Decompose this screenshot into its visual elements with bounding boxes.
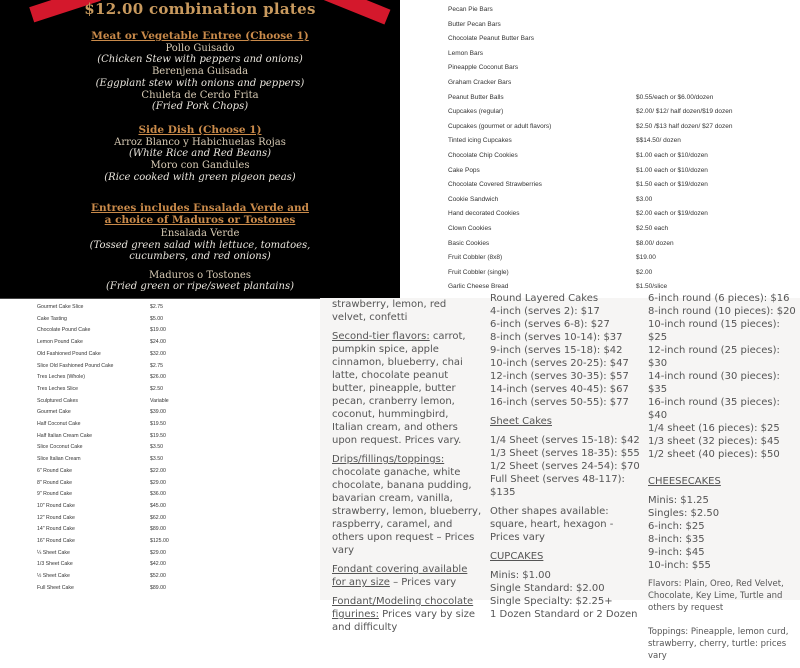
item-name: Hand decorated Cookies [448,210,520,218]
item-price: $89.00 [150,526,166,533]
cake-flavors-panel [320,293,800,661]
cheesecake-flavors: Flavors: Plain, Oreo, Red Velvet, Chocolate, Key Lime, Turtle and others by request [648,579,784,613]
cake-row [37,538,317,544]
label: Drips/fillings/toppings: [332,454,445,465]
flavors-column [332,298,482,640]
side-section [0,125,400,184]
item-name: Garlic Cheese Bread [448,283,509,291]
item-name: Fruit Cobbler (single) [448,268,509,276]
side-name: Arroz Blanco y Habichuelas Rojas [114,136,286,148]
entree-desc: (Chicken Stew with peppers and onions) [97,54,303,66]
item-price: $125.00 [150,538,169,544]
item-price: $1.00 each or $10/dozen [636,166,708,174]
cake-row [37,585,317,591]
dessert-row [448,167,788,177]
piece-price: 1/4 sheet (16 pieces): $25 [648,423,780,434]
item-price: $2.50 /$13 half dozen/ $27 dozen [636,122,733,130]
item-name: 6" Round Cake [37,467,73,474]
label: Fondant/Modeling chocolate figurines: [332,596,474,620]
item-name: Sculptured Cakes [37,397,78,404]
cake-row [37,398,317,404]
item-price: $62.00 [150,514,166,521]
item-name: Butter Pecan Bars [448,20,501,28]
item-name: Lemon Pound Cake [37,339,83,346]
entree-desc: (Eggplant stew with onions and peppers) [95,77,305,89]
cake-row [37,316,317,322]
piece-price: 12-inch round (25 pieces): $30 [648,345,780,369]
dessert-row [448,108,788,118]
item-price: $24.00 [150,339,166,346]
cake-row [37,491,317,497]
item-name: ½ Sheet Cake [37,573,70,580]
dessert-row [448,181,788,191]
label: Second-tier flavors: [332,331,430,342]
item-price: $0.55/each or $6.00/dozen [636,93,714,101]
item-name: Old Fashioned Pound Cake [37,350,101,357]
side-desc: (Rice cooked with green pigeon peas) [104,171,296,183]
cake-row [37,561,317,567]
dessert-row [448,50,788,60]
fondant-covering [332,563,482,589]
item-name: Chocolate Chip Cookies [448,152,518,159]
cake-row [37,480,317,486]
entree-name: Berenjena Guisada [151,66,249,78]
plantain-desc: (Fried green or ripe/sweet plantains) [106,281,294,292]
cake-row [37,421,317,427]
cheesecake-price: 10-inch: $55 [648,560,711,571]
text: Prices vary by size and difficulty [332,609,476,633]
sheet-cake-price: 1/2 Sheet (serves 24-54): $70 [490,461,640,472]
cheesecake-price: Singles: $2.50 [648,508,720,519]
item-price: $45.00 [150,502,166,509]
item-price: $3.00 [636,195,653,203]
entree-name: Pollo Guisado [165,42,235,54]
side-heading: Side Dish (Choose 1) [138,124,262,136]
cupcake-price: Minis: $1.00 [490,570,551,581]
second-tier-flavors [332,330,482,447]
cake-row [37,526,317,532]
layered-cakes-column [490,292,645,621]
round-cake-price: 4-inch (serves 2): $17 [490,306,600,317]
round-cake-price: 16-inch (serves 50-55): $77 [490,397,629,408]
piece-price: 1/2 sheet (40 pieces): $50 [648,449,780,460]
item-price: $$14.50/ dozen [636,137,681,145]
dessert-row [448,35,788,45]
dessert-row [448,123,788,133]
cake-row [37,433,317,439]
round-cake-price: 10-inch (serves 20-25): $47 [490,358,629,369]
item-name: Peanut Butter Balls [448,93,504,101]
item-price: $42.00 [150,561,166,568]
sheet-cake-price: Full Sheet (serves 48-117): $135 [490,474,625,498]
cheesecake-toppings: Toppings: Pineapple, lemon curd, strawberry, cherry, turtle: prices vary [648,627,789,661]
combination-plates-menu [0,0,400,298]
item-name: Tres Leches (Whole) [37,374,85,381]
text: – Prices vary [389,577,457,588]
item-price: $52.00 [150,573,166,580]
includes-section [0,203,400,293]
other-shapes: Other shapes available: square, heart, hexagon - Prices vary [490,506,614,543]
dessert-price-list [400,0,800,298]
item-price: $29.00 [150,479,166,486]
cheesecake-price: Minis: $1.25 [648,495,709,506]
round-cake-price: 9-inch (serves 15-18): $42 [490,345,623,356]
item-price: $2.00/ $12/ half dozen/$19 dozen [636,108,733,116]
dessert-row [448,225,788,235]
item-name: Pineapple Coconut Bars [448,64,519,72]
cake-row [37,515,317,521]
dessert-row [448,240,788,250]
cheesecake-price: 9-inch: $45 [648,547,705,558]
side-name: Moro con Gandules [150,160,250,172]
cheesecakes-heading: CHEESECAKES [648,476,721,487]
item-name: Cupcakes (gourmet or adult flavors) [448,122,552,130]
salad-desc: cucumbers, and red onions) [129,251,271,262]
item-price: $32.00 [150,350,166,357]
dessert-row [448,269,788,279]
item-price: $2.75 [150,362,163,369]
plantain-name: Maduros o Tostones [149,269,251,281]
entree-name: Chuleta de Cerdo Frita [141,89,259,101]
item-name: ¼ Sheet Cake [37,549,70,556]
item-name: 10" Round Cake [37,502,75,509]
round-cake-price: 8-inch (serves 10-14): $37 [490,332,623,343]
cake-row [37,351,317,357]
item-name: 1/3 Sheet Cake [37,561,73,568]
item-name: Cake Tasting [37,315,67,322]
item-price: $1.50 each or $19/dozen [636,181,708,189]
item-name: Tinted icing Cupcakes [448,137,512,145]
cake-row [37,339,317,345]
item-name: Cookie Sandwich [448,195,499,203]
cupcakes-heading: CUPCAKES [490,551,544,562]
piece-price: 16-inch round (35 pieces): $40 [648,397,780,421]
item-price: $22.00 [150,467,166,474]
round-cake-price: 12-inch (serves 30-35): $57 [490,371,629,382]
label: Fondant covering available for any size [332,564,468,588]
piece-price: 8-inch round (10 pieces): $20 [648,306,796,317]
item-price: $5.00 [150,315,163,322]
item-price: $2.50 each [636,225,669,232]
item-name: Half Coconut Cake [37,421,81,427]
sheet-cakes-heading: Sheet Cakes [490,416,552,427]
item-name: Slice Coconut Cake [37,444,83,451]
dessert-row [448,254,788,264]
item-price: $8.00/ dozen [636,239,674,247]
cake-price-list [0,298,320,600]
cake-row [37,363,317,369]
item-price: $19.50 [150,432,166,439]
item-name: 9" Round Cake [37,491,73,498]
piece-price: 10-inch round (15 pieces): $25 [648,319,780,343]
sheet-cake-price: 1/3 Sheet (serves 18-35): $55 [490,448,640,459]
round-cake-price: 14-inch (serves 40-45): $67 [490,384,629,395]
cake-row [37,550,317,556]
piece-price: 1/3 sheet (32 pieces): $45 [648,436,780,447]
dessert-row [448,94,788,104]
dessert-row [448,64,788,74]
item-name: Tres Leches Slice [37,385,79,392]
cake-row [37,304,317,310]
item-name: Chocolate Covered Strawberries [448,181,542,189]
entree-desc: (Fried Pork Chops) [151,101,249,113]
item-price: $2.75 [150,304,163,310]
cupcake-price: Single Standard: $2.00 [490,583,605,594]
cake-row [37,444,317,450]
item-name: 16" Round Cake [37,538,75,544]
item-price: $36.00 [150,491,166,498]
item-price: $1.50/slice [636,283,668,291]
first-tier-flavors: strawberry, lemon, red velvet, confetti [332,299,447,323]
item-price: $3.50 [150,456,163,463]
item-price: $3.50 [150,444,163,451]
cake-row [37,374,317,380]
cake-row [37,409,317,415]
item-name: Gourmet Cake [37,409,71,416]
item-name: Graham Cracker Bars [448,79,512,86]
sheet-cake-price: 1/4 Sheet (serves 15-18): $42 [490,435,640,446]
salad-desc: (Tossed green salad with lettuce, tomatoes, [89,239,311,251]
side-desc: (White Rice and Red Beans) [128,148,272,160]
item-name: Half Italian Cream Cake [37,432,93,439]
dessert-row [448,137,788,147]
item-price: Variable [150,397,169,404]
dessert-row [448,196,788,206]
salad-name: Ensalada Verde [160,228,240,239]
item-name: Slice Italian Cream [37,456,81,463]
round-cake-price: 6-inch (serves 6-8): $27 [490,319,610,330]
cupcake-price: 1 Dozen Standard or 2 Dozen [490,609,638,620]
item-price: $19.00 [636,254,656,262]
item-name: Chocolate Peanut Butter Bars [448,35,534,43]
cake-row [37,468,317,474]
cheesecake-price: 8-inch: $35 [648,534,705,545]
cake-row [37,327,317,333]
dessert-row [448,6,788,16]
menu-title: $12.00 combination plates [84,0,316,18]
item-name: Clown Cookies [448,225,492,232]
cupcake-price: Single Specialty: $2.25+ [490,596,613,607]
item-price: $2.00 [636,268,653,276]
cheesecake-column [648,292,798,668]
item-price: $19.50 [150,421,166,427]
item-name: Basic Cookies [448,239,490,247]
drips-fillings [332,453,482,557]
piece-price: 6-inch round (6 pieces): $16 [648,293,790,304]
item-name: Pecan Pie Bars [448,6,493,13]
text: chocolate ganache, white chocolate, banana pudding, bavarian cream, vanilla, strawberry, lemon, blueberry, raspberry, caramel, and others upon request – Prices vary [332,467,482,556]
item-name: Fruit Cobbler (8x8) [448,254,503,262]
item-name: 12" Round Cake [37,514,75,521]
item-price: $2.00 each or $19/dozen [636,210,708,218]
piece-price: 14-inch round (30 pieces): $35 [648,371,780,395]
entree-heading: Meat or Vegetable Entree (Choose 1) [91,30,309,42]
item-price: $2.50 [150,385,163,392]
dessert-row [448,21,788,31]
dessert-row [448,152,788,162]
item-name: Slice Old Fashioned Pound Cake [37,362,114,369]
figurines [332,595,482,634]
item-price: $89.00 [150,584,166,591]
item-name: Lemon Bars [448,49,484,57]
item-price: $29.00 [150,549,166,556]
item-name: Full Sheet Cake [37,584,74,591]
cake-row [37,573,317,579]
item-name: 14" Round Cake [37,526,75,533]
text: carrot, pumpkin spice, apple cinnamon, blueberry, chai latte, chocolate peanut butter, pineapple, butter pecan, cranberry lemon, coconut, hummingbird, Italian cream, and others upon request. Prices vary. [332,331,466,446]
item-price: $39.00 [150,409,166,416]
cake-row [37,456,317,462]
cheesecake-price: 6-inch: $25 [648,521,705,532]
entree-section [0,31,400,113]
includes-heading: Entrees includes Ensalada Verde and [91,202,309,214]
dessert-row [448,210,788,220]
cake-row [37,503,317,509]
round-layered-heading: Round Layered Cakes [490,293,599,304]
item-name: 8" Round Cake [37,479,73,486]
cake-row [37,386,317,392]
item-price: $26.00 [150,374,166,381]
item-name: Gourmet Cake Slice [37,304,84,310]
item-name: Cupcakes (regular) [448,108,504,116]
item-name: Cake Pops [448,166,480,174]
includes-heading: a choice of Maduros or Tostones [104,213,296,226]
item-price: $19.00 [150,327,166,334]
dessert-row [448,79,788,89]
item-price: $1.00 each or $10/dozen [636,152,708,159]
item-name: Chocolate Pound Cake [37,327,91,334]
